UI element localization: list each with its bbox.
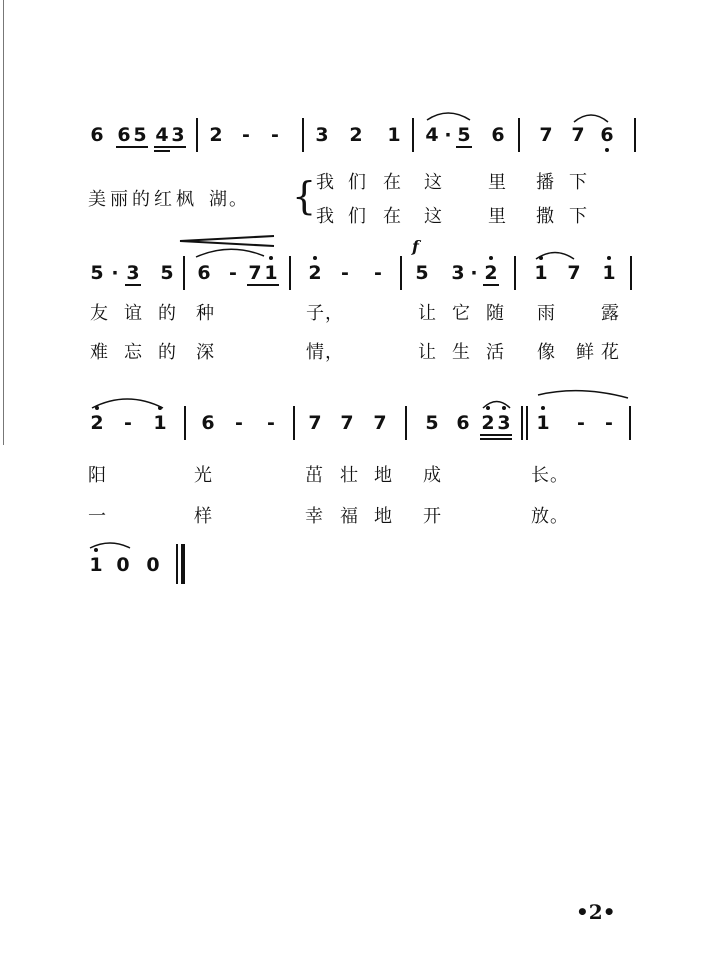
lyric: 像 <box>537 342 555 363</box>
note: 1 <box>153 412 167 434</box>
lyric: 地 <box>374 506 392 527</box>
upper-octave-dot <box>502 406 506 410</box>
barline <box>514 256 516 290</box>
lyric: 露 <box>601 303 619 324</box>
lower-octave-dot <box>605 148 609 152</box>
note: 2 <box>349 124 363 146</box>
note: 6 <box>456 412 470 434</box>
lyric: 随 <box>486 303 504 324</box>
lyric: 在 <box>383 206 401 227</box>
note: 0 <box>146 554 160 576</box>
note: - <box>235 412 243 434</box>
underline <box>480 434 512 436</box>
barline <box>412 118 414 152</box>
lyric: 让 <box>418 342 436 363</box>
lyric: 生 <box>452 342 470 363</box>
lyric: 丽 <box>110 189 128 210</box>
lyric: 深 <box>196 342 214 363</box>
lyric: ， <box>325 342 343 363</box>
lyric: 放 <box>531 506 549 527</box>
slur <box>427 113 470 120</box>
lyric: 下 <box>569 206 587 227</box>
note: 2 <box>209 124 223 146</box>
note: 4 <box>425 124 439 146</box>
lyric: 成 <box>423 465 441 486</box>
lyric: 撒 <box>536 206 554 227</box>
upper-octave-dot <box>607 256 611 260</box>
slur <box>92 399 163 408</box>
lyric: 我 <box>316 172 334 193</box>
barline <box>183 256 185 290</box>
lyric: 在 <box>383 172 401 193</box>
note: 4 <box>155 124 169 146</box>
barline <box>634 118 636 152</box>
note: 1 <box>602 262 616 284</box>
note: - <box>267 412 275 434</box>
lyric: 样 <box>194 506 212 527</box>
lyric: 鲜 <box>576 342 594 363</box>
lyric: 难 <box>90 342 108 363</box>
page-number-bullet: • <box>576 900 589 924</box>
lyric: 友 <box>90 303 108 324</box>
lyric: 长 <box>531 465 549 486</box>
barline <box>629 406 631 440</box>
note: - <box>271 124 279 146</box>
note: 6 <box>90 124 104 146</box>
crescendo-hairpin <box>180 236 274 246</box>
note: 5 <box>425 412 439 434</box>
note: 5 <box>160 262 174 284</box>
barline <box>405 406 407 440</box>
lyric: 这 <box>424 206 442 227</box>
lyric: 。 <box>550 506 568 527</box>
lyric: 光 <box>194 465 212 486</box>
note: - <box>242 124 250 146</box>
page-number <box>576 900 616 924</box>
lyric: 它 <box>452 303 470 324</box>
lyric: 们 <box>348 206 366 227</box>
upper-octave-dot <box>158 406 162 410</box>
note: 5 <box>457 124 471 146</box>
lyric: 阳 <box>88 465 106 486</box>
lyric: ， <box>325 303 343 324</box>
lyric: 福 <box>340 506 358 527</box>
note: 7 <box>248 262 262 284</box>
lyric: 一 <box>88 506 106 527</box>
note: 7 <box>571 124 585 146</box>
note: 1 <box>387 124 401 146</box>
lyric: 这 <box>424 172 442 193</box>
note: 3 <box>126 262 140 284</box>
note: 7 <box>567 262 581 284</box>
note: - <box>577 412 585 434</box>
note: · <box>111 262 119 284</box>
upper-octave-dot <box>489 256 493 260</box>
lyric: 美 <box>88 189 106 210</box>
lyric: 情 <box>306 342 324 363</box>
underline <box>116 146 148 148</box>
note: 1 <box>264 262 278 284</box>
note: - <box>605 412 613 434</box>
lyric: 的 <box>158 342 176 363</box>
slur <box>574 115 608 122</box>
upper-octave-dot <box>539 256 543 260</box>
final-barline-thin <box>176 544 178 584</box>
lyric: 播 <box>536 172 554 193</box>
note: 5 <box>90 262 104 284</box>
barline <box>630 256 632 290</box>
lyric: 的 <box>158 303 176 324</box>
barline <box>293 406 295 440</box>
lyric: 里 <box>488 172 506 193</box>
lyric: 种 <box>196 303 214 324</box>
note: · <box>444 124 452 146</box>
underline <box>247 284 279 286</box>
lyric: 我 <box>316 206 334 227</box>
barline <box>526 406 528 440</box>
note: 2 <box>308 262 322 284</box>
underline <box>154 146 186 148</box>
page-number-value: 2 <box>588 900 603 924</box>
barline <box>302 118 304 152</box>
lyric: 忘 <box>124 342 142 363</box>
upper-octave-dot <box>94 548 98 552</box>
note: 3 <box>451 262 465 284</box>
underline <box>480 438 512 440</box>
note: - <box>341 262 349 284</box>
note: 2 <box>481 412 495 434</box>
lyric: 让 <box>418 303 436 324</box>
note: 7 <box>373 412 387 434</box>
upper-octave-dot <box>313 256 317 260</box>
lyric: 红 <box>154 189 172 210</box>
lyric: 。 <box>550 465 568 486</box>
note: 6 <box>201 412 215 434</box>
lyric: 湖 <box>209 189 227 210</box>
lyric: 里 <box>488 206 506 227</box>
underline <box>456 146 472 148</box>
slur <box>196 249 264 257</box>
lyric: 开 <box>423 506 441 527</box>
underline <box>483 284 499 286</box>
note: 1 <box>89 554 103 576</box>
lyric: 活 <box>486 342 504 363</box>
final-barline-thick <box>181 544 185 584</box>
note: 6 <box>491 124 505 146</box>
note: 7 <box>539 124 553 146</box>
barline <box>289 256 291 290</box>
lyric: 子 <box>306 303 324 324</box>
barline <box>518 118 520 152</box>
lyric: 壮 <box>340 465 358 486</box>
note: - <box>229 262 237 284</box>
scan-edge <box>3 0 4 445</box>
note: 3 <box>171 124 185 146</box>
note: 7 <box>308 412 322 434</box>
note: - <box>124 412 132 434</box>
note: 5 <box>133 124 147 146</box>
tie <box>538 391 628 398</box>
note: 3 <box>497 412 511 434</box>
note: · <box>470 262 478 284</box>
lyric: 枫 <box>176 189 194 210</box>
upper-octave-dot <box>269 256 273 260</box>
barline <box>400 256 402 290</box>
note: - <box>374 262 382 284</box>
note: 2 <box>90 412 104 434</box>
note: 6 <box>197 262 211 284</box>
note: 0 <box>116 554 130 576</box>
note: 2 <box>484 262 498 284</box>
lyric: 茁 <box>305 465 323 486</box>
lyric: 花 <box>601 342 619 363</box>
note: 1 <box>534 262 548 284</box>
note: 6 <box>600 124 614 146</box>
note: 3 <box>315 124 329 146</box>
barline <box>521 406 523 440</box>
underline <box>154 150 170 152</box>
barline <box>196 118 198 152</box>
lyric: 幸 <box>305 506 323 527</box>
lyric: 的 <box>132 189 150 210</box>
dynamic-mark: f <box>412 237 419 256</box>
upper-octave-dot <box>486 406 490 410</box>
lyric: 下 <box>569 172 587 193</box>
note: 7 <box>340 412 354 434</box>
underline <box>125 284 141 286</box>
barline <box>184 406 186 440</box>
note: 1 <box>536 412 550 434</box>
page-number-bullet: • <box>602 900 616 924</box>
note: 6 <box>117 124 131 146</box>
lyric: 雨 <box>537 303 555 324</box>
verse-brace: { <box>292 174 317 218</box>
upper-octave-dot <box>541 406 545 410</box>
upper-octave-dot <box>95 406 99 410</box>
lyric: 们 <box>348 172 366 193</box>
lyric: 。 <box>229 189 247 210</box>
lyric: 谊 <box>124 303 142 324</box>
lyric: 地 <box>374 465 392 486</box>
note: 5 <box>415 262 429 284</box>
